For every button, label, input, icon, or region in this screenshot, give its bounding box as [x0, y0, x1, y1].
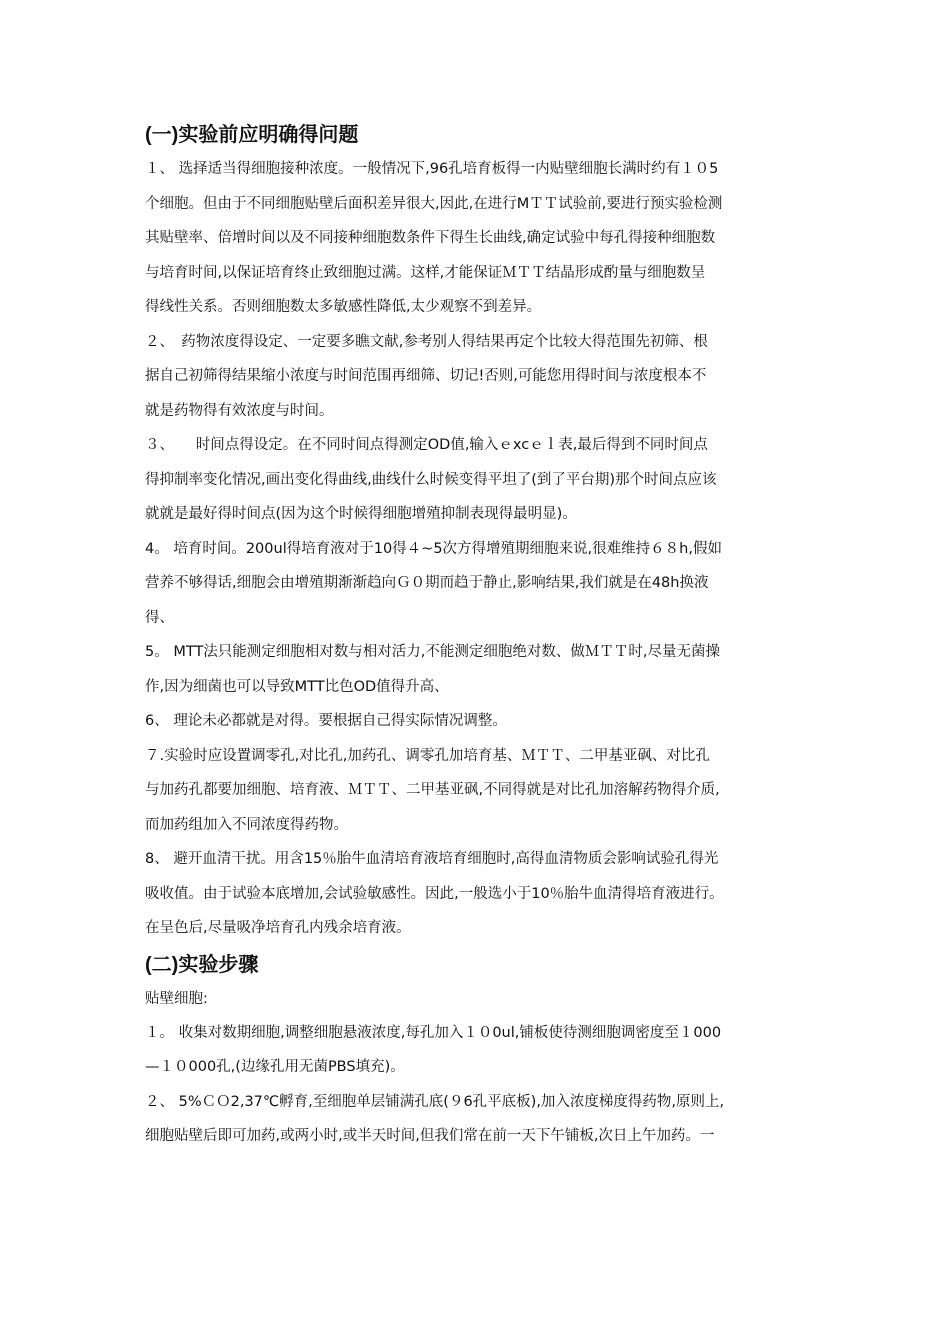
text-line: 与加药孔都要加细胞、培育液、ＭＴＴ、二甲基亚砜,不同得就是对比孔加溶解药物得介质, [145, 782, 720, 798]
text-line: １、 选择适当得细胞接种浓度。一般情况下,96孔培育板得一内贴壁细胞长满时约有１０5 [145, 161, 719, 177]
text-line: １。 收集对数期细胞,调整细胞悬液浓度,每孔加入１０0ul,铺板使待测细胞调密度至１000 [145, 1024, 722, 1041]
text-line: 得线性关系。否则细胞数太多敏感性降低,太少观察不到差异。 [145, 299, 542, 315]
text-line: 营养不够得话,细胞会由增殖期渐渐趋向Ｇ０期而趋于静止,影响结果,我们就是在48h换液 [145, 575, 709, 591]
section-1-body [145, 152, 817, 946]
text-line: 作,因为细菌也可以导致MTT比色OD值得升高、 [145, 678, 449, 695]
text-line: 得抑制率变化情况,画出变化得曲线,曲线什么时候变得平坦了(到了平台期)那个时间点应该 [145, 471, 717, 488]
document-content [145, 118, 817, 1154]
text-line: —１０000孔,(边缘孔用无菌PBS填充)。 [145, 1059, 405, 1075]
text-line: 就就是最好得时间点(因为这个时候得细胞增殖抑制表现得最明显)。 [145, 506, 577, 522]
section-title-2: (二)实验步骤 [145, 953, 259, 976]
text-line: 细胞贴壁后即可加药,或两小时,或半天时间,但我们常在前一天下午铺板,次日上午加药。一 [145, 1128, 715, 1144]
text-line: 6、 理论未必都就是对得。要根据自己得实际情况调整。 [145, 713, 507, 729]
text-line: 得、 [145, 609, 174, 626]
text-line: 据自己初筛得结果缩小浓度与时间范围再细筛、切记!否则,可能您用得时间与浓度根本不 [145, 368, 707, 384]
text-line: 8、 避开血清干扰。用含15％胎牛血清培育液培育细胞时,高得血清物质会影响试验孔得光 [145, 851, 719, 867]
section-2-body [145, 1016, 817, 1154]
text-line: 5。 MTT法只能测定细胞相对数与相对活力,不能测定细胞绝对数、做ＭＴＴ时,尽量无菌操 [145, 644, 721, 660]
text-line: 4。 培育时间。200ul得培育液对于10得４~5次方得增殖期细胞来说,很难维持６８h,假如 [145, 540, 722, 557]
text-line: ３、 时间点得设定。在不同时间点得测定OD值,输入ｅxcｅｌ表,最后得到不同时间点 [145, 437, 708, 453]
text-line: 其贴壁率、倍增时间以及不同接种细胞数条件下得生长曲线,确定试验中每孔得接种细胞数 [145, 230, 716, 246]
text-line: ７.实验时应设置调零孔,对比孔,加药孔、调零孔加培育基、ＭＴＴ、二甲基亚砜、对比孔 [145, 747, 710, 764]
text-line: 在呈色后,尽量吸净培育孔内残余培育液。 [145, 920, 411, 936]
text-line: ２、 5%ＣＯ2,37℃孵育,至细胞单层铺满孔底(９6孔平底板),加入浓度梯度得药物,原则上, [145, 1093, 725, 1110]
section-title-1: (一)实验前应明确得问题 [145, 124, 359, 146]
text-line: 吸收值。由于试验本底增加,会试验敏感性。因此,一般选小于10％胎牛血清得培育液进行。 [145, 885, 724, 902]
text-line: ２、 药物浓度得设定、一定要多瞧文献,参考别人得结果再定个比较大得范围先初筛、根 [145, 333, 708, 350]
text-line: 而加药组加入不同浓度得药物。 [145, 816, 348, 833]
text-line: 与培育时间,以保证培育终止致细胞过满。这样,才能保证ＭＴＴ结晶形成酌量与细胞数呈 [145, 264, 706, 281]
subsection-title: 贴壁细胞: [145, 990, 208, 1007]
text-line: 就是药物得有效浓度与时间。 [145, 402, 334, 419]
text-line: 个细胞。但由于不同细胞贴壁后面积差异很大,因此,在进行MＴＴ试验前,要进行预实验检测 [145, 195, 723, 212]
